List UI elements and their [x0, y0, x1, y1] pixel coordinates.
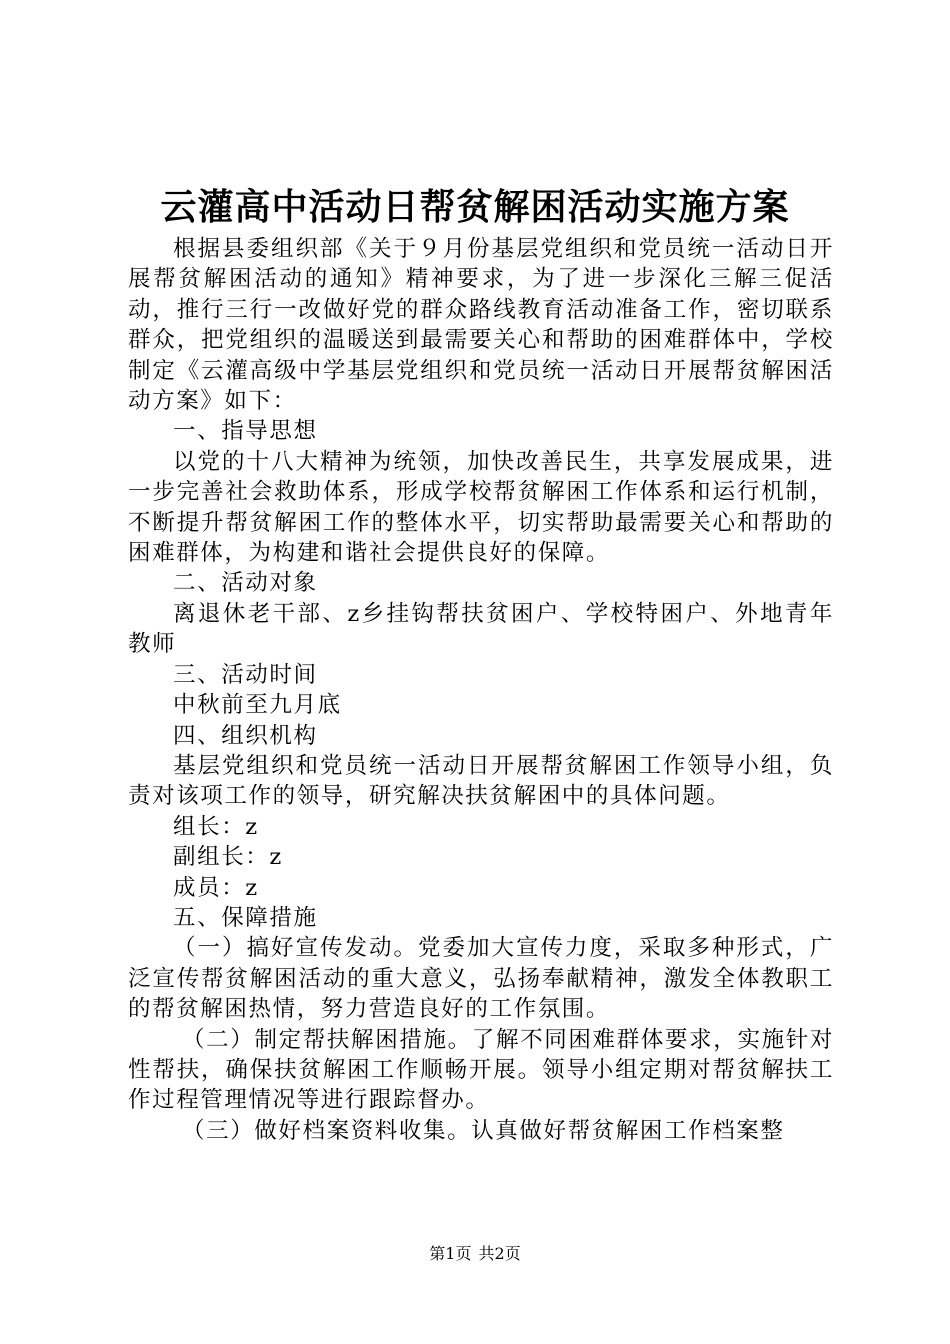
paragraph-safeguard-1: （一）搞好宣传发动。党委加大宣传力度，采取多种形式，广泛宣传帮贫解困活动的重大意义，弘扬奉献精神，激发全体教职工的帮贫解困热情，努力营造良好的工作氛围。: [128, 935, 834, 1023]
deputy-team-leader: 副组长：z: [173, 844, 283, 871]
section-heading-activity-time: 三、活动时间: [173, 661, 318, 688]
paragraph-guiding-thought: 以党的十八大精神为统领，加快改善民生，共享发展成果，进一步完善社会救助体系，形成学校帮贫解困工作体系和运行机制，不断提升帮贫解困工作的整体水平，切实帮助最需要关心和帮助的困难群体，为构建和谐社会提供良好的保障。: [128, 448, 834, 567]
document-body: [128, 234, 834, 1146]
team-members: 成员：z: [173, 874, 259, 901]
paragraph-safeguard-2: （二）制定帮扶解困措施。了解不同困难群体要求，实施针对性帮扶，确保扶贫解困工作顺畅开展。领导小组定期对帮贫解扶工作过程管理情况等进行跟踪督办。: [128, 1026, 834, 1114]
page-number-current: 第1页: [429, 1244, 472, 1263]
page-number-total: 共2页: [478, 1244, 521, 1263]
section-heading-organization: 四、组织机构: [173, 722, 318, 749]
section-heading-activity-target: 二、活动对象: [173, 570, 318, 597]
section-heading-guiding-thought: 一、指导思想: [173, 418, 318, 445]
page-footer: [0, 1243, 950, 1265]
paragraph-intro: 根据县委组织部《关于９月份基层党组织和党员统一活动日开展帮贫解困活动的通知》精神要求，为了进一步深化三解三促活动，推行三行一改做好党的群众路线教育活动准备工作，密切联系群众，把党组织的温暖送到最需要关心和帮助的困难群体中，学校制定《云灌高级中学基层党组织和党员统一活动日开展帮贫解困活动方案》如下：: [128, 236, 834, 415]
paragraph-safeguard-3: （三）做好档案资料收集。认真做好帮贫解困工作档案整: [182, 1117, 785, 1144]
section-heading-safeguards: 五、保障措施: [173, 904, 318, 931]
paragraph-organization: 基层党组织和党员统一活动日开展帮贫解困工作领导小组，负责对该项工作的领导，研究解决扶贫解困中的具体问题。: [128, 752, 834, 810]
team-leader: 组长：z: [173, 813, 259, 840]
document-title: 云灌高中活动日帮贫解困活动实施方案: [160, 186, 790, 228]
paragraph-activity-time: 中秋前至九月底: [173, 692, 342, 719]
paragraph-activity-target: 离退休老干部、z乡挂钩帮扶贫困户、学校特困户、外地青年教师: [128, 600, 834, 658]
